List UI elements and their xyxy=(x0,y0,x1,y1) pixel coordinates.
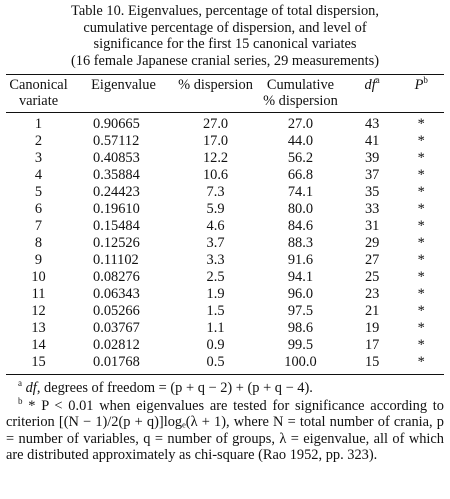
table-header-row xyxy=(6,75,444,113)
cell-variate: 14 xyxy=(31,337,46,354)
cell-cumulative: 96.0 xyxy=(287,286,314,303)
table-row xyxy=(6,269,444,286)
cell-p: * xyxy=(417,218,425,235)
cell-variate: 11 xyxy=(31,286,46,303)
cell-variate: 4 xyxy=(34,167,43,184)
cell-dispersion: 3.7 xyxy=(206,235,225,252)
cell-df: 27 xyxy=(364,252,380,269)
caption-line-1: Table 10. Eigenvalues, percentage of total dispersion, xyxy=(71,3,379,19)
cell-p: * xyxy=(417,252,425,269)
cell-cumulative: 56.2 xyxy=(287,150,314,167)
cell-variate: 7 xyxy=(34,218,43,235)
caption-line-2: cumulative percentage of dispersion, and level of xyxy=(83,19,367,36)
cell-df: 21 xyxy=(364,303,380,320)
table-row xyxy=(6,201,444,218)
cell-dispersion: 0.9 xyxy=(206,337,225,354)
footnote-mark-a: a xyxy=(375,75,380,86)
cell-eigenvalue: 0.05266 xyxy=(93,303,140,320)
cell-dispersion: 17.0 xyxy=(202,133,229,150)
table-row xyxy=(6,133,444,150)
cell-eigenvalue: 0.90665 xyxy=(93,116,140,133)
cell-dispersion: 3.3 xyxy=(206,252,225,269)
cell-dispersion: 5.9 xyxy=(206,201,225,218)
cell-variate: 15 xyxy=(31,354,46,371)
table-body xyxy=(6,113,444,375)
table-row xyxy=(6,320,444,337)
cell-df: 43 xyxy=(364,116,380,133)
cell-df: 23 xyxy=(364,286,380,303)
cell-df: 29 xyxy=(364,235,380,252)
table-row xyxy=(6,354,444,375)
cell-p: * xyxy=(417,320,425,337)
cell-variate: 2 xyxy=(34,133,43,150)
header-canonical-variate: Canonical variate xyxy=(9,77,68,110)
header-df: $df^a$ xyxy=(364,75,380,94)
table-row xyxy=(6,286,444,303)
cell-p: * xyxy=(417,354,425,371)
cell-dispersion: 1.1 xyxy=(206,320,225,337)
caption-line-3: significance for the first 15 canonical variates xyxy=(93,36,357,53)
table-row xyxy=(6,235,444,252)
cell-cumulative: 84.6 xyxy=(287,218,314,235)
cell-cumulative: 88.3 xyxy=(287,235,314,252)
cell-dispersion: 12.2 xyxy=(202,150,229,167)
cell-variate: 12 xyxy=(31,303,46,320)
cell-eigenvalue: 0.03767 xyxy=(93,320,140,337)
cell-eigenvalue: 0.11102 xyxy=(93,252,139,269)
cell-eigenvalue: 0.35884 xyxy=(93,167,140,184)
cell-df: 19 xyxy=(364,320,380,337)
cell-p: * xyxy=(417,184,425,201)
table-row xyxy=(6,167,444,184)
table-row xyxy=(6,150,444,167)
cell-df: 33 xyxy=(364,201,380,218)
cell-eigenvalue: 0.19610 xyxy=(93,201,140,218)
table-caption xyxy=(6,3,444,69)
cell-cumulative: 94.1 xyxy=(287,269,314,286)
cell-cumulative: 100.0 xyxy=(284,354,317,371)
caption-line-4: (16 female Japanese cranial series, 29 measurements) xyxy=(70,52,380,69)
cell-dispersion: 1.5 xyxy=(206,303,225,320)
cell-variate: 1 xyxy=(34,116,43,133)
cell-cumulative: 99.5 xyxy=(287,337,314,354)
cell-p: * xyxy=(417,269,425,286)
cell-dispersion: 1.9 xyxy=(206,286,225,303)
header-p: $P^b$ xyxy=(414,75,428,94)
cell-p: * xyxy=(417,286,425,303)
cell-eigenvalue: 0.24423 xyxy=(93,184,140,201)
table-row xyxy=(6,218,444,235)
footnote-b: $^b$ * P < 0.01 when eigenvalues are tested for significance according to criterion [(N − 1)/2(p + q)]logₑ(λ + 1), where N = total number of crania, p = number of variables, q = number of groups, λ = eigenvalue, all of which are distributed approximately as chi-square (Rao 1952, pp. 323). xyxy=(6,395,444,463)
cell-p: * xyxy=(417,303,425,320)
table-row xyxy=(6,337,444,354)
cell-variate: 6 xyxy=(34,201,43,218)
cell-p: * xyxy=(417,167,425,184)
cell-cumulative: 97.5 xyxy=(287,303,314,320)
header-dispersion: % dispersion xyxy=(178,77,253,94)
table-row xyxy=(6,184,444,201)
eigenvalue-table xyxy=(6,74,444,375)
cell-dispersion: 0.5 xyxy=(206,354,225,371)
cell-p: * xyxy=(417,201,425,218)
cell-dispersion: 4.6 xyxy=(206,218,225,235)
cell-eigenvalue: 0.01768 xyxy=(93,354,140,371)
cell-p: * xyxy=(417,235,425,252)
cell-df: 25 xyxy=(364,269,380,286)
cell-variate: 10 xyxy=(31,269,46,286)
cell-p: * xyxy=(417,150,425,167)
cell-p: * xyxy=(417,133,425,150)
cell-eigenvalue: 0.15484 xyxy=(93,218,140,235)
cell-variate: 9 xyxy=(34,252,43,269)
cell-dispersion: 10.6 xyxy=(202,167,229,184)
cell-cumulative: 91.6 xyxy=(287,252,314,269)
cell-df: 39 xyxy=(364,150,380,167)
header-eigenvalue: Eigenvalue xyxy=(91,77,156,94)
cell-variate: 13 xyxy=(31,320,46,337)
header-cumulative: Cumulative % dispersion xyxy=(263,77,338,110)
cell-dispersion: 7.3 xyxy=(206,184,225,201)
cell-cumulative: 74.1 xyxy=(287,184,314,201)
cell-df: 17 xyxy=(364,337,380,354)
cell-df: 31 xyxy=(364,218,380,235)
footnote-a: $^a$ df, degrees of freedom = (p + q − 2) + (p + q − 4). xyxy=(18,378,313,397)
table-row xyxy=(6,252,444,269)
cell-dispersion: 2.5 xyxy=(206,269,225,286)
cell-cumulative: 98.6 xyxy=(287,320,314,337)
cell-variate: 5 xyxy=(34,184,43,201)
cell-eigenvalue: 0.40853 xyxy=(93,150,140,167)
cell-cumulative: 44.0 xyxy=(287,133,314,150)
cell-p: * xyxy=(417,337,425,354)
cell-eigenvalue: 0.12526 xyxy=(93,235,140,252)
table-row xyxy=(6,113,444,134)
cell-df: 41 xyxy=(364,133,380,150)
cell-df: 37 xyxy=(364,167,380,184)
cell-df: 35 xyxy=(364,184,380,201)
cell-df: 15 xyxy=(364,354,380,371)
cell-eigenvalue: 0.06343 xyxy=(93,286,140,303)
table-row xyxy=(6,303,444,320)
footnote-mark-b: b xyxy=(423,75,428,86)
cell-eigenvalue: 0.02812 xyxy=(93,337,140,354)
cell-cumulative: 66.8 xyxy=(287,167,314,184)
cell-cumulative: 27.0 xyxy=(287,116,314,133)
footnotes xyxy=(6,380,444,463)
cell-variate: 3 xyxy=(34,150,43,167)
cell-eigenvalue: 0.57112 xyxy=(93,133,140,150)
cell-p: * xyxy=(417,116,425,133)
cell-eigenvalue: 0.08276 xyxy=(93,269,140,286)
cell-cumulative: 80.0 xyxy=(287,201,314,218)
cell-dispersion: 27.0 xyxy=(202,116,229,133)
cell-variate: 8 xyxy=(34,235,43,252)
